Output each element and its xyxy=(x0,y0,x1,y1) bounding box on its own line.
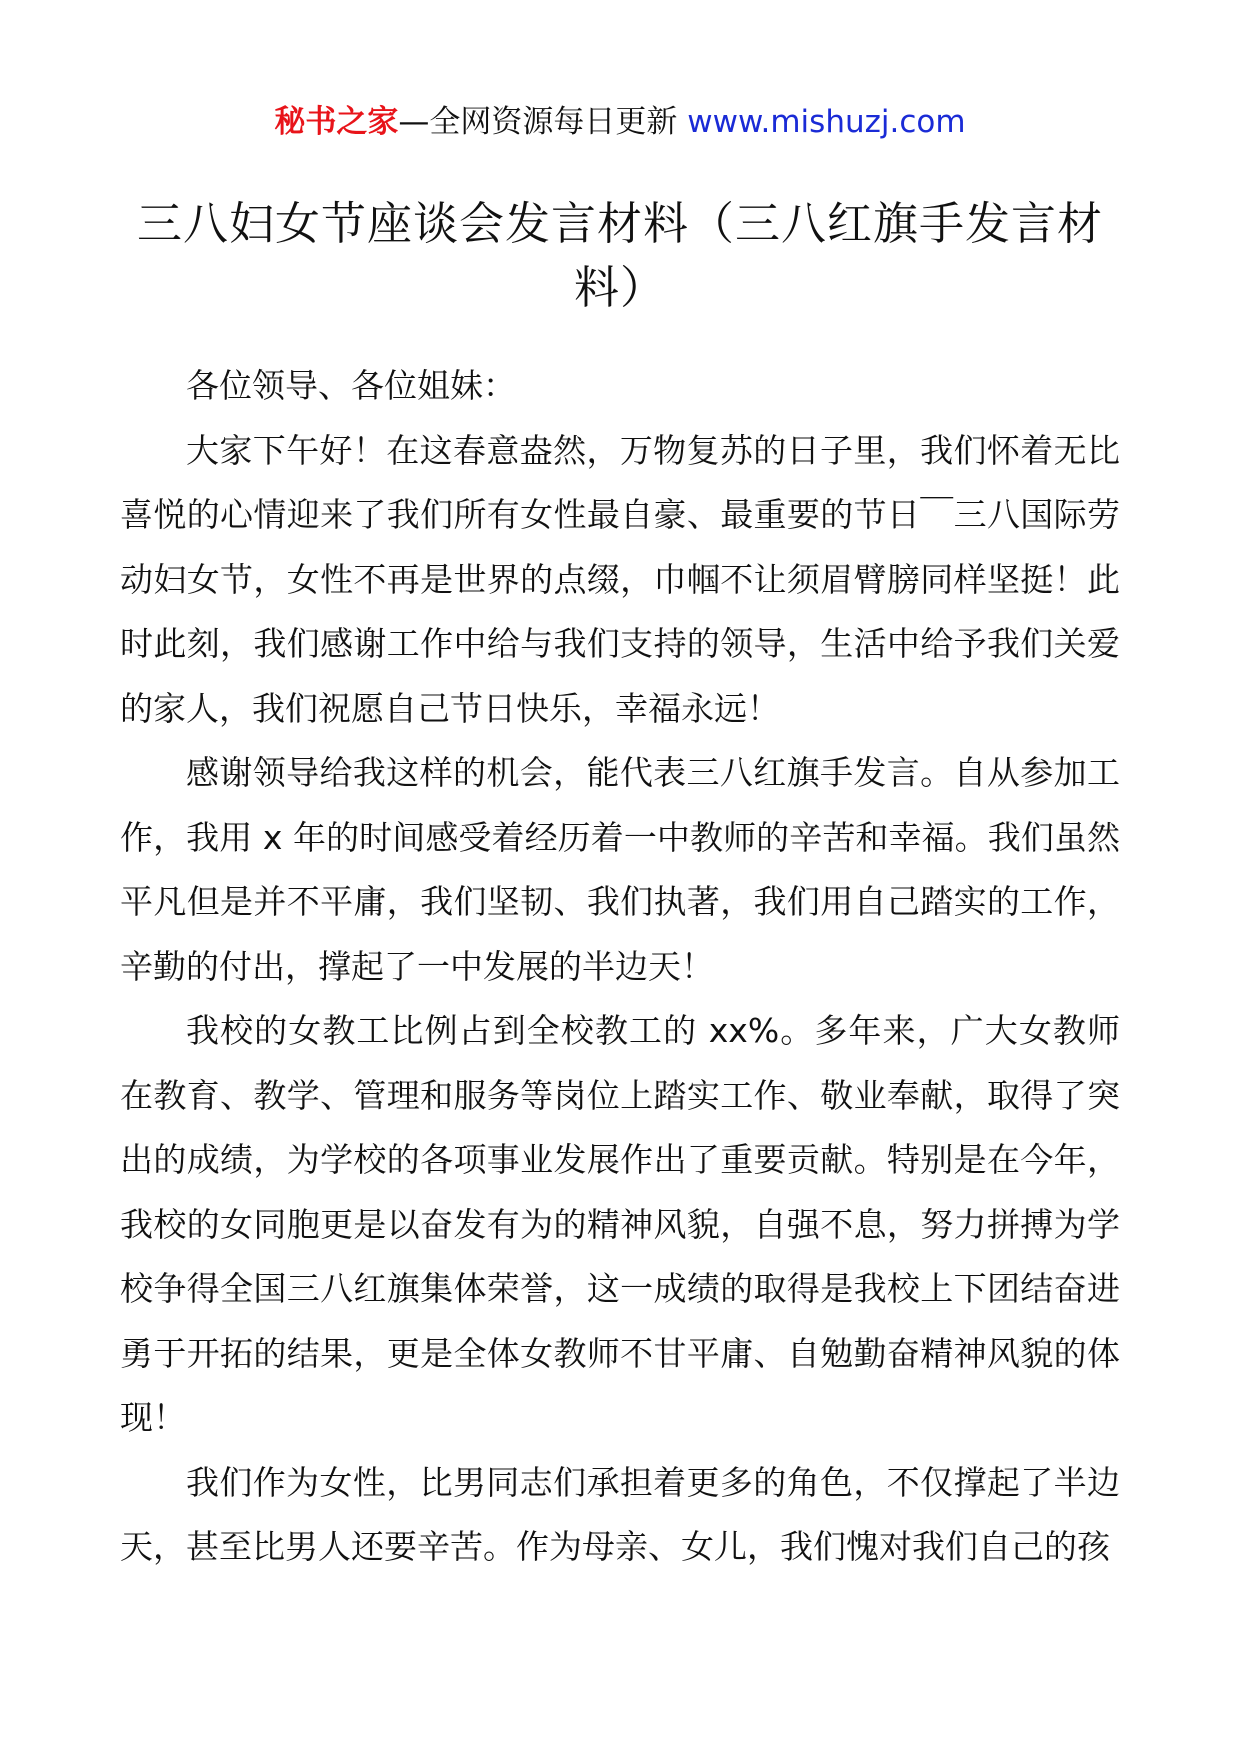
site-url[interactable]: www.mishuzj.com xyxy=(687,104,966,140)
site-header xyxy=(0,100,1240,144)
paragraph-roles: 我们作为女性，比男同志们承担着更多的角色，不仅撑起了半边天，甚至比男人还要辛苦。作为母亲、女儿，我们愧对我们自己的孩 xyxy=(120,1462,1120,1566)
header-tagline: —全网资源每日更新 xyxy=(398,104,688,140)
document-title: 三八妇女节座谈会发言材料（三八红旗手发言材料） xyxy=(136,197,1103,314)
brand-name: 秘书之家 xyxy=(274,104,399,140)
paragraph-greeting: 大家下午好！在这春意盎然，万物复苏的日子里，我们怀着无比喜悦的心情迎来了我们所有女性最自豪、最重要的节日￣三八国际劳动妇女节，女性不再是世界的点缀，巾帼不让须眉臂膀同样坚挺！此时此刻，我们感谢工作中给与我们支持的领导，生活中给予我们关爱的家人，我们祝愿自己节日快乐，幸福永远！ xyxy=(120,430,1120,728)
paragraph-salutation: 各位领导、各位姐妹： xyxy=(186,366,516,405)
document-body xyxy=(120,354,1120,1580)
paragraph-school: 我校的女教工比例占到全校教工的 xx%。多年来，广大女教师在教育、教学、管理和服务等岗位上踏实工作、敬业奉献，取得了突出的成绩，为学校的各项事业发展作出了重要贡献。特别是在今年，我校的女同胞更是以奋发有为的精神风貌，自强不息，努力拼搏为学校争得全国三八红旗集体荣誉，这一成绩的取得是我校上下团结奋进勇于开拓的结果，更是全体女教师不甘平庸、自勉勤奋精神风貌的体现！ xyxy=(120,1011,1120,1437)
paragraph-thanks: 感谢领导给我这样的机会，能代表三八红旗手发言。自从参加工作，我用 x 年的时间感受着经历着一中教师的辛苦和幸福。我们虽然平凡但是并不平庸，我们坚韧、我们执著，我们用自己踏实的工作，辛勤的付出，撑起了一中发展的半边天！ xyxy=(120,753,1120,986)
